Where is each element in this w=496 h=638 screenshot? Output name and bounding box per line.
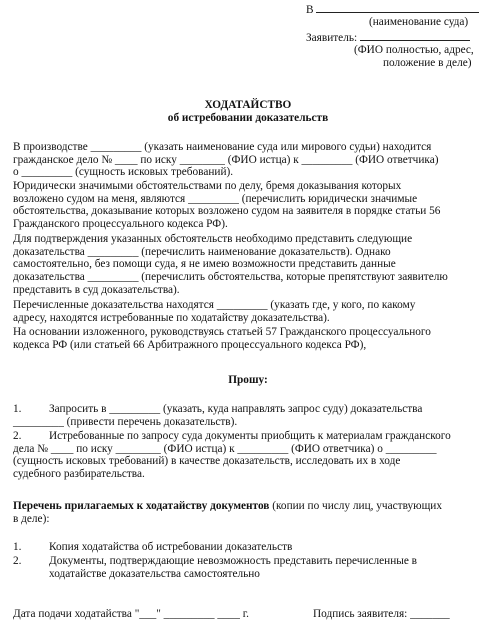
body-line: В производстве _________ (указать наименование суда или мирового судьи) находится: [13, 141, 432, 153]
list-number: 1.: [13, 403, 22, 415]
body-line: гражданское дело № ____ по иску ________ (ФИО истца) к _________ (ФИО ответчика): [13, 153, 439, 166]
attachment-item-2: [13, 555, 482, 580]
body-line: На основании изложенного, руководствуясь статьей 57 Гражданского процессуального: [13, 326, 431, 338]
body-paragraph-1: [13, 141, 482, 179]
attachment-item-1: [13, 541, 482, 554]
list-text: Копия ходатайства об истребовании доказательств: [49, 541, 293, 553]
body-line: самостоятельно, без помощи суда, я не имею возможности представить данные: [13, 258, 396, 271]
applicant-line: [306, 31, 470, 45]
attachments-heading-line-2: в деле):: [13, 512, 50, 525]
list-text: Запросить в _________ (указать, куда направлять запрос суду) доказательства: [49, 403, 423, 415]
attachments-heading-line: [13, 500, 482, 513]
body-paragraph-3: [13, 233, 482, 297]
court-prefix: В: [306, 4, 314, 16]
court-hint: (наименование суда): [369, 16, 469, 28]
body-line: Гражданского процессуального кодекса РФ).: [13, 218, 228, 231]
body-line: о _________ (сущность исковых требований).: [13, 166, 234, 179]
list-text: Документы, подтверждающие невозможность представить перечисленные в: [49, 555, 418, 567]
document-title: ХОДАТАЙСТВО: [204, 99, 292, 111]
body-line: Юридически значимыми обстоятельствами по делу, бремя доказывания которых: [13, 180, 402, 192]
applicant-blank: [360, 31, 470, 41]
body-line: кодекса РФ (или статьей 66 Арбитражного процессуального кодекса РФ),: [13, 338, 367, 351]
list-text: дела № ____ по иску ________ (ФИО истца) к _________ (ФИО ответчика) о _________: [13, 442, 437, 455]
body-paragraph-5: [13, 326, 482, 351]
list-number: 2.: [13, 555, 22, 567]
applicant-label: Заявитель:: [306, 32, 358, 44]
document-subtitle: об истребовании доказательств: [167, 112, 329, 124]
request-heading: Прошу:: [228, 374, 268, 386]
body-line: обстоятельства, доказывание которых возложено судом на заявителя в порядке статьи 56: [13, 205, 441, 218]
court-line: [306, 3, 479, 17]
applicant-hint-1: (ФИО полностью, адрес,: [354, 44, 474, 56]
body-line: возложено судом на меня, являются _________ (перечислить юридически значимые: [13, 192, 418, 205]
request-item-2: [13, 430, 482, 481]
applicant-signature: Подпись заявителя: _______: [313, 608, 450, 620]
body-line: адресу, находятся истребованные по ходатайству доказательства).: [13, 311, 330, 324]
body-line: Перечисленные доказательства находятся _________ (указать где, у кого, по какому: [13, 299, 416, 311]
attachments-heading: [13, 500, 482, 525]
list-text: _________ (привести перечень доказательств).: [13, 415, 238, 428]
body-line: доказательства _________ (перечислить наименование доказательств). Однако: [13, 245, 391, 258]
court-blank: [316, 3, 479, 13]
applicant-hint-2: положение в деле): [383, 57, 472, 69]
body-paragraph-2: [13, 180, 482, 231]
list-number: 1.: [13, 541, 22, 553]
list-text: (сущность исковых требований) в качестве доказательств, исследовать их в ходе: [13, 455, 401, 468]
submission-date: Дата подачи ходатайства "___" _________ ____ г.: [13, 608, 249, 620]
body-line: доказательства _________ (перечислить обстоятельства, которые препятствуют заявителю: [13, 271, 448, 284]
list-text: ходатайстве доказательства самостоятельно: [49, 567, 260, 580]
list-text: судебного разбирательства.: [13, 468, 145, 481]
body-line: Для подтверждения указанных обстоятельств необходимо представить следующие: [13, 233, 413, 245]
attachments-heading-bold: Перечень прилагаемых к ходатайству документов: [13, 500, 270, 512]
list-text: Истребованные по запросу суда документы приобщить к материалам гражданского: [49, 430, 451, 442]
request-item-1: [13, 403, 482, 428]
attachments-heading-rest: (копии по числу лиц, участвующих: [269, 500, 443, 512]
body-line: представить в суд доказательства).: [13, 283, 180, 296]
list-number: 2.: [13, 430, 22, 442]
body-paragraph-4: [13, 299, 482, 324]
